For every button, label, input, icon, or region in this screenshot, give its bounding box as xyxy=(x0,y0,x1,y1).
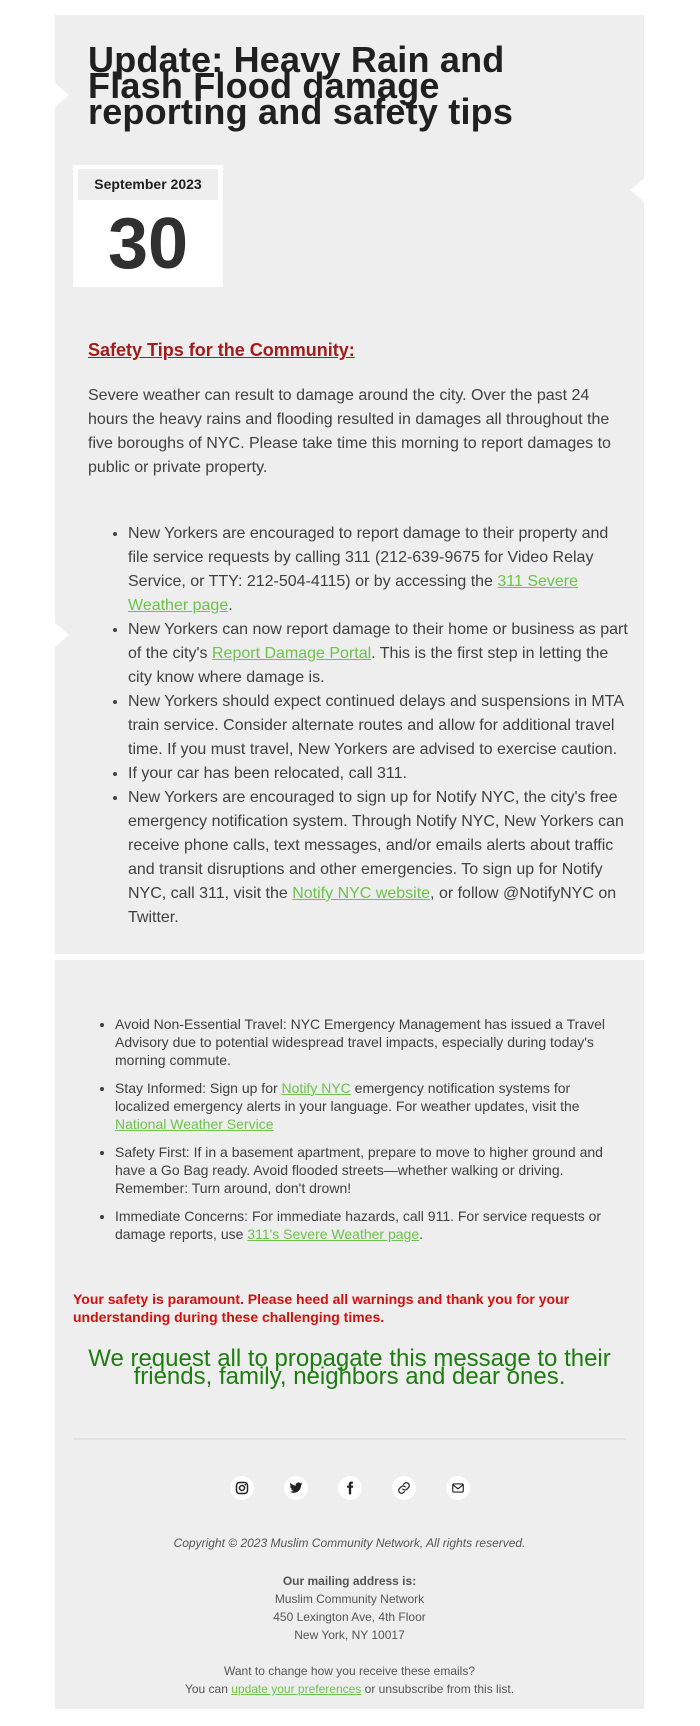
report-damage-portal-link[interactable]: Report Damage Portal xyxy=(211,645,372,662)
safety-list xyxy=(88,522,628,930)
date-block xyxy=(73,165,223,287)
safety-warning: Your safety is paramount. Please heed all warnings and thank you for your understanding during these challenging times. xyxy=(73,1291,570,1325)
severe-weather-page-link-2[interactable]: 311's Severe Weather page xyxy=(247,1226,420,1242)
intro-paragraph: Severe weather can result to damage around the city. Over the past 24 hours the heavy rains and flooding resulted in damages all throughout the five boroughs of NYC. Please take time this morning to report damages to public or private property. xyxy=(88,387,611,476)
tips-list xyxy=(90,1015,620,1253)
link-icon[interactable] xyxy=(392,1476,416,1500)
address-title: Our mailing address is: xyxy=(282,1574,417,1588)
email-icon[interactable] xyxy=(446,1476,470,1500)
list-item: • Stay Informed: Sign up for Notify NYC emergency notification systems for localized emergency alerts in your language. For weather updates, visit the National Weather Service xyxy=(115,1079,620,1133)
address-line: Muslim Community Network xyxy=(274,1592,425,1606)
list-item: • New Yorkers should expect continued delays and suspensions in MTA train service. Consider alternate routes and allow for additional travel time. If you must travel, New Yorkers are advised to exercise caution. xyxy=(128,690,628,762)
change-prefs-text: Want to change how you receive these emails? xyxy=(223,1664,476,1678)
list-item: • New Yorkers are encouraged to sign up for Notify NYC, the city's free emergency notification system. Through Notify NYC, New Yorkers can receive phone calls, text messages, and/or emails alerts about traffic and transit disruptions and other emergencies. To sign up for Notify NYC, call 311, visit the Notify NYC website, or follow @NotifyNYC on Twitter. xyxy=(128,786,628,930)
divider xyxy=(73,1438,626,1440)
list-item: • Avoid Non-Essential Travel: NYC Emergency Management has issued a Travel Advisory due to potential widespread travel impacts, especially during today's morning commute. xyxy=(115,1015,620,1069)
date-month: September 2023 xyxy=(78,169,218,200)
national-weather-service-link[interactable]: National Weather Service xyxy=(115,1116,274,1132)
instagram-icon[interactable] xyxy=(230,1476,254,1500)
notify-nyc-link[interactable]: Notify NYC xyxy=(281,1080,351,1096)
social-links xyxy=(55,1476,644,1500)
address-line: New York, NY 10017 xyxy=(294,1628,405,1642)
mailing-address xyxy=(55,1572,644,1644)
list-item: • New Yorkers can now report damage to their home or business as part of the city's Report Damage Portal. This is the first step in letting the city know where damage is. xyxy=(128,618,628,690)
main-update-card xyxy=(55,15,644,954)
address-line: 450 Lexington Ave, 4th Floor xyxy=(273,1610,426,1624)
list-item: • If your car has been relocated, call 311. xyxy=(128,762,628,786)
list-item: • Immediate Concerns: For immediate hazards, call 911. For service requests or damage reports, use 311's Severe Weather page. xyxy=(115,1207,620,1243)
update-preferences-link[interactable]: update your preferences xyxy=(231,1682,362,1696)
email-preferences: Want to change how you receive these emails? You can update your preferences or unsubscribe from this list. xyxy=(55,1662,644,1698)
notify-nyc-website-link[interactable]: Notify NYC website xyxy=(292,885,431,902)
list-item: • New Yorkers are encouraged to report damage to their property and file service requests by calling 311 (212-639-9675 for Video Relay Service, or TTY: 212-504-4115) or by accessing the 311 Severe Weather page. xyxy=(128,522,628,618)
twitter-icon[interactable] xyxy=(284,1476,308,1500)
severe-weather-page-link[interactable]: 311 Severe Weather page xyxy=(128,573,579,614)
card-notch xyxy=(630,178,644,202)
facebook-icon[interactable] xyxy=(338,1476,362,1500)
date-day: 30 xyxy=(107,204,189,284)
list-item: • Safety First: If in a basement apartment, prepare to move to higher ground and have a Go Bag ready. Avoid flooded streets—whether walking or driving. Remember: Turn around, don't drown! xyxy=(115,1143,620,1197)
card-notch xyxy=(55,623,69,647)
page-title: Update: Heavy Rain and Flash Flood damage reporting and safety tips xyxy=(88,39,514,132)
card-notch xyxy=(55,83,69,107)
safety-tips-heading: Safety Tips for the Community: xyxy=(88,340,355,360)
propagate-message: We request all to propagate this message to their friends, family, neighbors and dear ones. xyxy=(88,1345,611,1390)
copyright-text: Copyright © 2023 Muslim Community Network, All rights reserved. xyxy=(173,1536,526,1550)
tips-footer-card xyxy=(55,960,644,1709)
